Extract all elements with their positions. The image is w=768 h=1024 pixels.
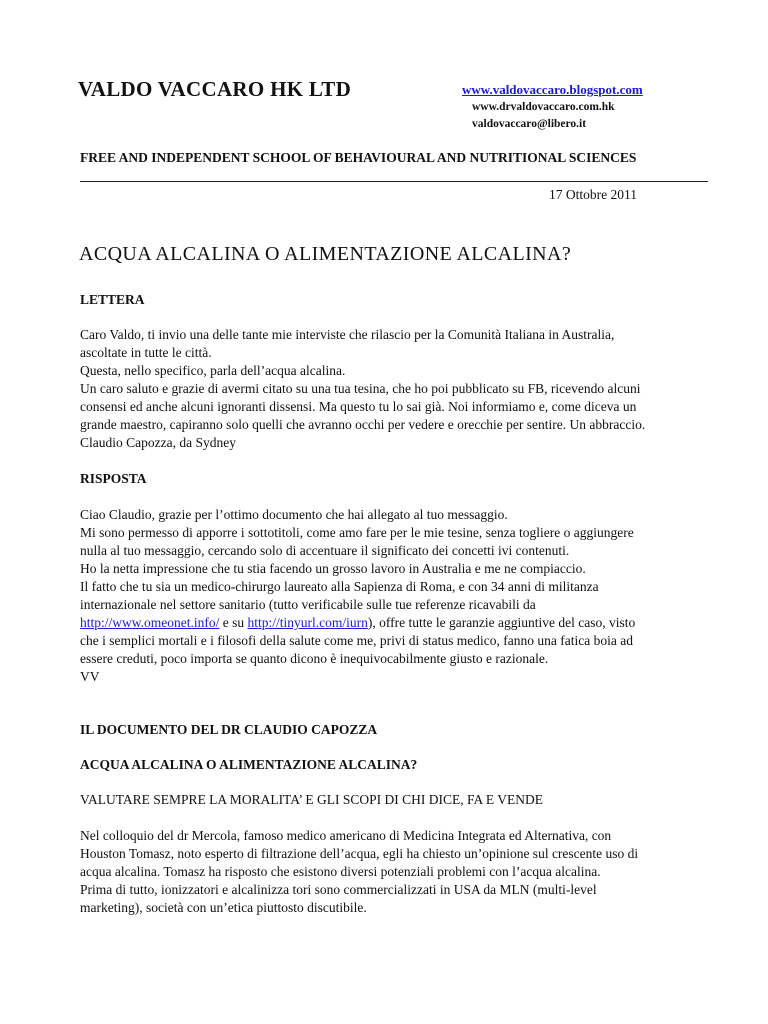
reply-line: Ho la netta impressione che tu stia facendo un grosso lavoro in Australia e me ne compiaccio. [80, 561, 586, 576]
reply-line: internazionale nel settore sanitario (tutto verificabile sulle tue referenze ricavabili da [80, 597, 536, 612]
letter-line: consensi ed anche alcuni ignoranti dissensi. Ma questo tu lo sai già. Noi informiamo e, come diceva un [80, 399, 637, 414]
document-heading: IL DOCUMENTO DEL DR CLAUDIO CAPOZZA [80, 722, 378, 737]
document-line: Nel colloquio del dr Mercola, famoso medico americano di Medicina Integrata ed Alternativa, con [80, 828, 612, 843]
reply-line: nulla al tuo messaggio, cercando solo di accentuare il significato dei concetti ivi contenuti. [80, 543, 570, 558]
letter-line: Caro Valdo, ti invio una delle tante mie interviste che rilascio per la Comunità Italiana in Australia, [80, 327, 615, 342]
document-line: acqua alcalina. Tomasz ha risposto che esistono diversi potenziali problemi con l’acqua alcalina. [80, 864, 601, 879]
reply-heading: RISPOSTA [80, 471, 147, 486]
document-body [80, 827, 720, 917]
reply-line: Ciao Claudio, grazie per l’ottimo documento che hai allegato al tuo messaggio. [80, 507, 508, 522]
reply-body [80, 506, 720, 686]
reply-line: Mi sono permesso di apporre i sottotitoli, come amo fare per le mie tesine, senza togliere o aggiungere [80, 525, 634, 540]
company-name: VALDO VACCARO HK LTD [78, 77, 352, 101]
letter-heading: LETTERA [80, 292, 145, 307]
letter-date: 17 Ottobre 2011 [549, 187, 637, 202]
links-line-tail: ), offre tutte le garanzie aggiuntive del caso, visto [367, 615, 636, 630]
reply-line: Il fatto che tu sia un medico-chirurgo laureato alla Sapienza di Roma, e con 34 anni di militanza [80, 579, 599, 594]
email-text: valdovaccaro@libero.it [472, 118, 587, 130]
document-line: Prima di tutto, ionizzatori e alcalinizza tori sono commercializzati in USA da MLN (multi-level [80, 882, 597, 897]
letter-line: Un caro saluto e grazie di avermi citato su una tua tesina, che ho poi pubblicato su FB, ricevendo alcuni [80, 381, 641, 396]
document-subheading: ACQUA ALCALINA O ALIMENTAZIONE ALCALINA? [80, 757, 418, 772]
header-divider [80, 181, 708, 182]
link-separator: e su [219, 615, 248, 630]
reply-signature: VV [80, 669, 100, 684]
letter-line: ascoltate in tutte le città. [80, 345, 212, 360]
tinyurl-link[interactable]: http://tinyurl.com/iurn [247, 615, 368, 630]
letter-line: Claudio Capozza, da Sydney [80, 435, 236, 450]
reply-line: essere creduti, poco importa se quanto dicono è inequivocabilmente giusto e razionale. [80, 651, 549, 666]
reply-links-line [80, 614, 720, 632]
reply-line: che i semplici mortali e i filosofi della salute come me, privi di status medico, fanno una fatica boia ad [80, 633, 633, 648]
document-line: Houston Tomasz, noto esperto di filtrazione dell’acqua, egli ha chiesto un’opinione sul crescente uso di [80, 846, 639, 861]
school-name: FREE AND INDEPENDENT SCHOOL OF BEHAVIOURAL AND NUTRITIONAL SCIENCES [80, 150, 637, 165]
blog-link[interactable]: www.valdovaccaro.blogspot.com [462, 82, 643, 97]
letter-line: grande maestro, capiranno solo quelli che avranno occhi per vedere e orecchie per sentire. Un abbraccio. [80, 417, 646, 432]
page-title: ACQUA ALCALINA O ALIMENTAZIONE ALCALINA? [79, 243, 572, 265]
letter-body [80, 326, 720, 452]
letter-line: Questa, nello specifico, parla dell’acqua alcalina. [80, 363, 346, 378]
document-line: marketing), società con un’etica piuttosto discutibile. [80, 900, 367, 915]
omeonet-link[interactable]: http://www.omeonet.info/ [80, 615, 220, 630]
document-subtitle: VALUTARE SEMPRE LA MORALITA’ E GLI SCOPI DI CHI DICE, FA E VENDE [80, 792, 543, 807]
website-text: www.drvaldovaccaro.com.hk [472, 101, 615, 113]
